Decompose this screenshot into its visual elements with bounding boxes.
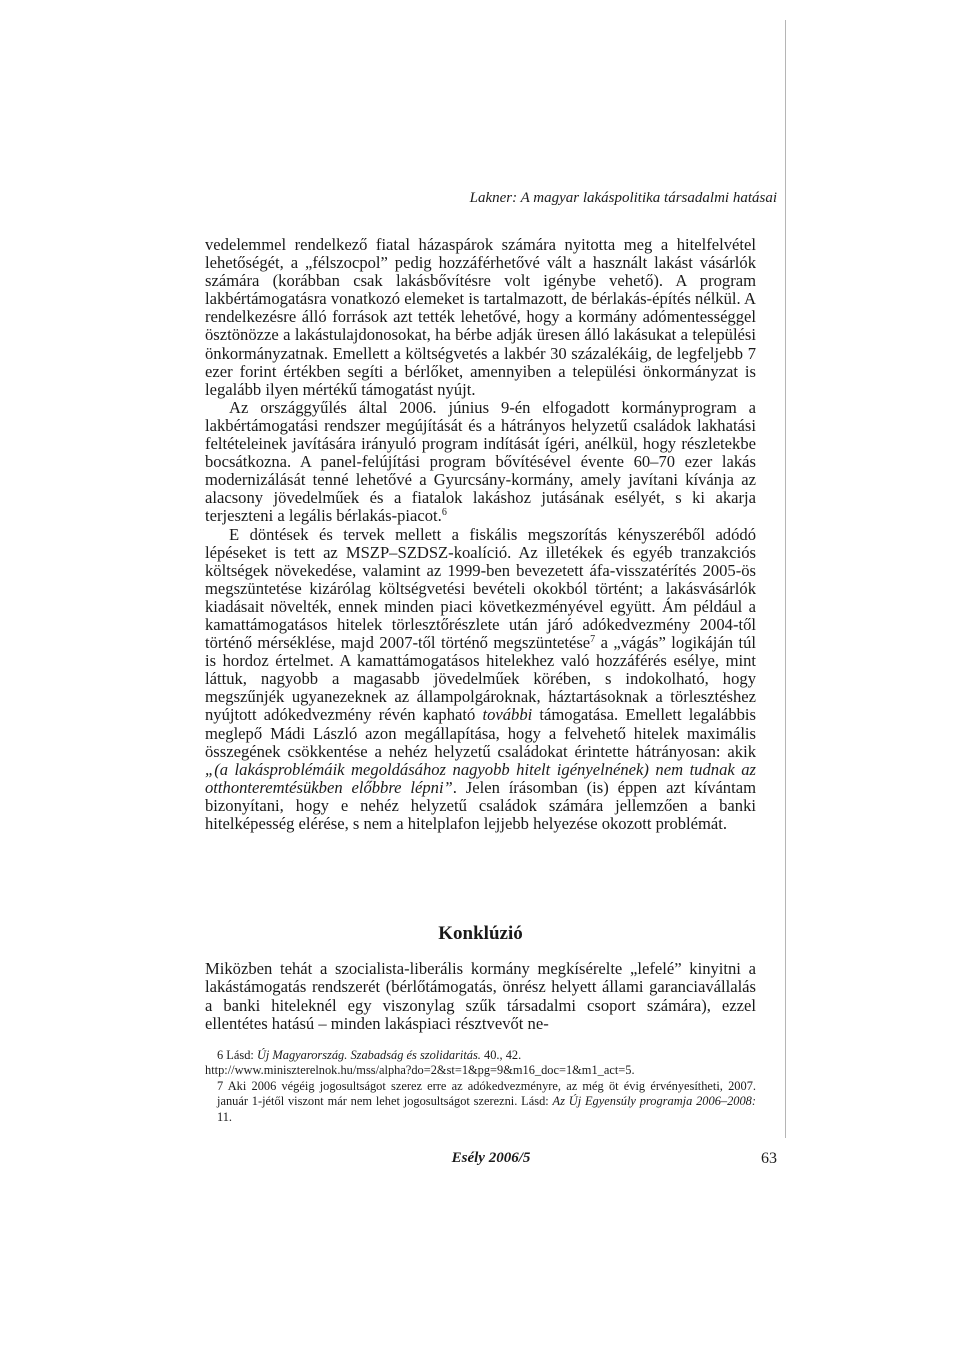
footnote-6 (205, 1048, 756, 1063)
page-footer (205, 1150, 777, 1172)
footnote-7-title: Az Új Egyensúly programja 2006–2008: (552, 1094, 756, 1109)
paragraph-3-emphasis: további (482, 705, 533, 725)
footnote-6-title: Új Magyarország. Szabadság és szolidaritás. (256, 1048, 481, 1062)
footnote-ref-7[interactable]: 7 (590, 634, 596, 646)
paragraph-3-part-b: a „vágás” logikáján túl is hordoz értelmet. A kamattámogatásos hitelekhez való hozzáférés esélye, mint láttuk, nagyobb a magasabb jövedelműek körében, s indokolható, hogy megszűnjék ugyanezeknek az állampolgároknak, háztartásoknak a törlesztéshez nyújtott adókedvezmény révén kapható (205, 633, 756, 725)
conclusion-body (205, 960, 756, 1033)
paragraph-3-quote: „(a lakásproblémáik megoldásához nagyobb hitelt igényelnének) nem tudnak az otthonteremtésükben előbbre lépni” (205, 759, 756, 797)
paragraph-3-part-d: . Jelen írásomban (is) éppen azt kívántam bizonyítani, hogy e nehéz helyzetű családok számára jellemzően a banki hitelképesség elérése, s nem a hitelplafon lejjebb helyezése okozott problémát. (205, 777, 756, 833)
header-title: A magyar lakáspolitika társadalmi hatásai (520, 190, 777, 206)
footnote-7 (205, 1079, 756, 1125)
footnote-7-pages: 11. (217, 1109, 233, 1124)
footnote-7-text: Aki 2006 végéig jogosultságot szerez erre az adókedvezményre, az még öt évig érvényesítheti, 2007. január 1-jétől viszont már nem lehet jogosultságot szerezni. Lásd: (217, 1078, 756, 1109)
footnote-ref-6[interactable]: 6 (441, 507, 447, 519)
footnote-6-url[interactable]: http://www.miniszterelnok.hu/mss/alpha?do=2&st=1&pg=9&m16_doc=1&m1_act=5. (205, 1063, 635, 1078)
paragraph-2-text: Az országgyűlés által 2006. június 9-én elfogadott kormányprogram a lakbértámogatási rendszer megújítását és a hátrányos helyzetű családok lakhatási feltételeinek javítására irányuló program indítását ígéri, anélkül, hogy részletekbe bocsátkozna. A panel-felújítási program bővítésével évente 60–70 ezer lakás modernizálását tenné lehetővé a Gyurcsány-kormány, amely javítani kívánja az alacsony jövedelműek és a fiatalok lakáshoz jutásának esélyét, s ki akarja terjeszteni a legális bérlakás-piacot. (205, 397, 756, 526)
footnotes (205, 1048, 756, 1125)
article-body (205, 236, 756, 833)
journal-issue: Esély 2006/5 (451, 1150, 531, 1166)
paragraph-3-part-c: támogatása. Emellett legalábbis meglepő Mádi László azon megállapítása, hogy a felvehető hitelek maximális összegének csökkentése a nehéz helyzetű családokat érintette hátrányosan: akik (205, 705, 756, 761)
margin-rule (785, 20, 786, 1138)
section-heading: Konklúzió (438, 923, 523, 944)
footnote-6-pages: 40., 42. (480, 1048, 522, 1062)
footnote-6-prefix: Lásd: (223, 1048, 257, 1062)
header-author: Lakner: (469, 190, 518, 206)
paragraph-2 (205, 399, 756, 526)
paragraph-1: vedelemmel rendelkező fiatal házaspárok számára nyitotta meg a hitelfelvétel lehetőségét, a „félszocpol” pedig hozzáférhetővé vált a használt lakást vásárlók számára (korábban csak lakásbővítésre volt igénybe vehető). A program lakbértámogatásra vonatkozó elemeket is tartalmazott, de bérlakás-építés nélkül. A rendelkezésre álló források azt tették lehetővé, hogy a kormány adómentességgel ösztönözze a lakástulajdonosokat, ha bérbe adják üresen álló lakásukat a települési önkormányzatnak. Emellett a költségvetés a lakbér 30 százalékáig, de legfeljebb 7 ezer forint értékben segíti a bérlőket, amennyiben a települési önkormányzat is legalább ilyen mértékű támogatást nyújt. (205, 235, 756, 399)
paragraph-3 (205, 526, 756, 834)
footnote-6-number: 6 (217, 1048, 224, 1062)
running-header (205, 188, 777, 208)
paragraph-3-part-a: E döntések és tervek mellett a fiskális megszorítás kényszeréből adódó lépéseket is tett az MSZP–SZDSZ-koalíció. Az illetékek és egyéb tranzakciós költségek növekedése, valamint az 1999-ben bevezetett áfa-visszatérítés 2005-ös megszüntetése kizárólag költségvetési bevételi okokból történt; a lakásvásárlók kiadásait növelték, ennek minden piaci következményével együtt. Ám például a kamattámogatásos hitelek törlesztőrészlete után járó adókedvezmény 2004-től történő mérséklése, majd 2007-től történő megszüntetése (205, 524, 756, 653)
footnote-7-number: 7 (217, 1078, 224, 1093)
conclusion-paragraph: Miközben tehát a szocialista-liberális kormány megkísérelte „lefelé” kinyitni a lakástámogatás rendszerét (bérlőtámogatás, önrész helyett állami garanciavállalás a banki hiteleknél egy viszonylag szűk társadalmi csoport számára), ezzel ellentétes hatású – minden lakáspiaci résztvevőt ne- (205, 959, 756, 1033)
page-number: 63 (761, 1150, 777, 1167)
